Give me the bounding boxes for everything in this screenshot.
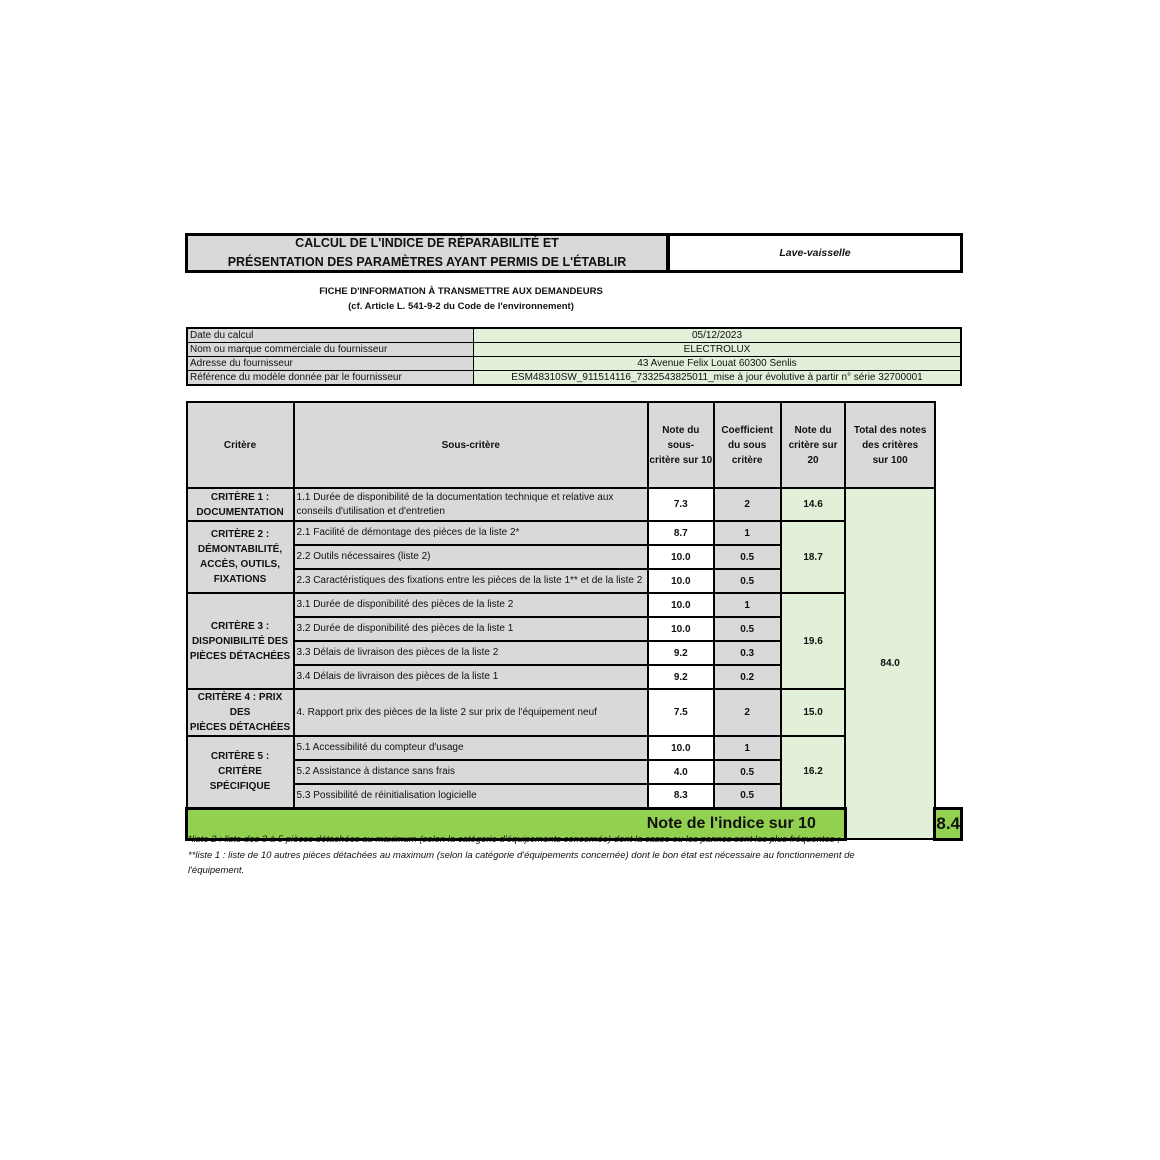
criterion-text: FIXATIONS bbox=[213, 574, 267, 585]
supplier-info-table bbox=[186, 327, 962, 386]
sub-criterion-3-2: 3.2 Durée de disponibilité des pièces de la liste 1 bbox=[294, 617, 648, 641]
header-text: critère bbox=[731, 454, 763, 466]
sub-coefficient: 0.5 bbox=[714, 760, 781, 784]
footnote-liste-1: **liste 1 : liste de 10 autres pièces détachées au maximum (selon la catégorie d'équipements concernée) dont le bon état est nécessaire au fonctionnement de bbox=[188, 849, 855, 861]
final-score-label: Note de l'indice sur 10 bbox=[187, 808, 846, 839]
header-note-sous-critere bbox=[648, 402, 714, 488]
criterion-2-label bbox=[187, 521, 294, 593]
criterion-text: CRITÈRE 4 : PRIX DES bbox=[197, 692, 283, 718]
info-value: ESM48310SW_911514116_7332543825011_mise à jour évolutive à partir n° série 32700001 bbox=[474, 371, 962, 386]
header-coefficient bbox=[714, 402, 781, 488]
criterion-text: DISPONIBILITÉ DES bbox=[191, 635, 289, 647]
criterion-text: PIÈCES DÉTACHÉES bbox=[189, 722, 291, 733]
sub-criterion-3-3: 3.3 Délais de livraison des pièces de la liste 2 bbox=[294, 641, 648, 665]
repairability-table bbox=[185, 401, 963, 841]
header-text: des critères bbox=[862, 439, 919, 451]
info-row bbox=[187, 357, 961, 371]
criterion-4-label bbox=[187, 689, 294, 736]
header-total bbox=[845, 402, 934, 488]
sub-note: 8.7 bbox=[648, 521, 714, 545]
sub-note: 10.0 bbox=[648, 593, 714, 617]
footnote-liste-2: *liste 2 : liste des 3 à 5 pièces détachées au maximum (selon la catégorie d'équipements concernée) dont la casse ou les pannes sont les plus fréquentes ; bbox=[188, 834, 840, 845]
criterion-text: CRITÈRE 1 : bbox=[210, 491, 270, 503]
sub-criterion-text: conseils d'utilisation et d'entretien bbox=[296, 505, 445, 517]
sub-note: 8.3 bbox=[648, 784, 714, 808]
header-text: Coefficient bbox=[721, 424, 773, 436]
sub-coefficient: 0.5 bbox=[714, 569, 781, 593]
table-row bbox=[187, 689, 962, 736]
title-line-2: PRÉSENTATION DES PARAMÈTRES AYANT PERMIS DE L'ÉTABLIR bbox=[227, 255, 627, 269]
info-label: Date du calcul bbox=[187, 328, 474, 343]
info-label: Référence du modèle donnée par le fournisseur bbox=[187, 371, 474, 386]
table-row bbox=[187, 593, 962, 617]
criterion-2-note: 18.7 bbox=[781, 521, 846, 593]
info-value: 05/12/2023 bbox=[474, 328, 962, 343]
header-sous-critere: Sous-critère bbox=[294, 402, 648, 488]
criterion-3-note: 19.6 bbox=[781, 593, 846, 689]
sub-coefficient: 0.5 bbox=[714, 784, 781, 808]
sub-note: 10.0 bbox=[648, 545, 714, 569]
info-row bbox=[187, 343, 961, 357]
criterion-text: SPÉCIFIQUE bbox=[209, 781, 271, 793]
document-title bbox=[185, 233, 669, 273]
sub-coefficient: 2 bbox=[714, 689, 781, 736]
table-row bbox=[187, 488, 962, 521]
sub-coefficient: 0.2 bbox=[714, 665, 781, 689]
criterion-4-note: 15.0 bbox=[781, 689, 846, 736]
footnotes bbox=[188, 832, 968, 879]
info-value: ELECTROLUX bbox=[474, 343, 962, 357]
info-label: Adresse du fournisseur bbox=[187, 357, 474, 371]
sub-coefficient: 0.5 bbox=[714, 545, 781, 569]
sub-note: 7.5 bbox=[648, 689, 714, 736]
header-text: Total des notes bbox=[853, 424, 927, 436]
sub-criterion-4: 4. Rapport prix des pièces de la liste 2 sur prix de l'équipement neuf bbox=[294, 689, 648, 736]
criterion-text: CRITÈRE 5 : CRITÈRE bbox=[210, 751, 270, 778]
sub-criterion-2-1: 2.1 Facilité de démontage des pièces de la liste 2* bbox=[294, 521, 648, 545]
table-row bbox=[187, 736, 962, 760]
sub-criterion-text: 1.1 Durée de disponibilité de la documentation technique et relative aux bbox=[296, 491, 614, 503]
fiche-subtitle bbox=[185, 284, 737, 314]
fiche-line-1: FICHE D'INFORMATION À TRANSMETTRE AUX DEMANDEURS bbox=[319, 286, 603, 297]
criterion-text: DOCUMENTATION bbox=[196, 506, 284, 518]
sub-note: 10.0 bbox=[648, 569, 714, 593]
info-row bbox=[187, 371, 961, 386]
sub-note: 9.2 bbox=[648, 641, 714, 665]
sub-criterion-2-3: 2.3 Caractéristiques des fixations entre les pièces de la liste 1** et de la liste 2 bbox=[294, 569, 648, 593]
info-value: 43 Avenue Felix Louat 60300 Senlis bbox=[474, 357, 962, 371]
title-line-1: CALCUL DE L'INDICE DE RÉPARABILITÉ ET bbox=[295, 236, 559, 250]
final-score-value: 8.4 bbox=[935, 808, 962, 839]
header-text: critère sur 10 bbox=[649, 454, 713, 466]
header-note-critere bbox=[781, 402, 846, 488]
table-row bbox=[187, 521, 962, 545]
criterion-5-note: 16.2 bbox=[781, 736, 846, 808]
sub-criterion-2-2: 2.2 Outils nécessaires (liste 2) bbox=[294, 545, 648, 569]
criterion-3-label bbox=[187, 593, 294, 689]
sub-criterion-5-3: 5.3 Possibilité de réinitialisation logicielle bbox=[294, 784, 648, 808]
criterion-text: ACCÈS, OUTILS, bbox=[200, 559, 281, 570]
info-row bbox=[187, 328, 961, 343]
criterion-text: DÉMONTABILITÉ, bbox=[197, 544, 283, 555]
criterion-5-label bbox=[187, 736, 294, 808]
sub-criterion-5-1: 5.1 Accessibilité du compteur d'usage bbox=[294, 736, 648, 760]
info-label: Nom ou marque commerciale du fournisseur bbox=[187, 343, 474, 357]
sub-coefficient: 1 bbox=[714, 521, 781, 545]
header-text: sur 100 bbox=[872, 454, 908, 466]
product-type: Lave-vaisselle bbox=[667, 233, 963, 273]
sub-note: 10.0 bbox=[648, 736, 714, 760]
sub-criterion-5-2: 5.2 Assistance à distance sans frais bbox=[294, 760, 648, 784]
footnote-liste-1-cont: l'équipement. bbox=[188, 865, 245, 876]
header-text: Note du sous- bbox=[662, 424, 700, 451]
sub-criterion-1-1 bbox=[294, 488, 648, 521]
sub-coefficient: 0.3 bbox=[714, 641, 781, 665]
table-header-row bbox=[187, 402, 962, 488]
criterion-1-note: 14.6 bbox=[781, 488, 846, 521]
sub-note: 7.3 bbox=[648, 488, 714, 521]
criterion-text: CRITÈRE 2 : bbox=[210, 529, 270, 540]
sub-coefficient: 1 bbox=[714, 736, 781, 760]
sub-coefficient: 1 bbox=[714, 593, 781, 617]
header-text: critère sur 20 bbox=[788, 439, 838, 466]
sub-note: 10.0 bbox=[648, 617, 714, 641]
criterion-text: CRITÈRE 3 : bbox=[210, 620, 270, 632]
sub-coefficient: 2 bbox=[714, 488, 781, 521]
header-text: Note du bbox=[794, 424, 832, 436]
sub-note: 4.0 bbox=[648, 760, 714, 784]
sub-note: 9.2 bbox=[648, 665, 714, 689]
criterion-1-label bbox=[187, 488, 294, 521]
sub-criterion-3-1: 3.1 Durée de disponibilité des pièces de la liste 2 bbox=[294, 593, 648, 617]
criterion-text: PIÈCES DÉTACHÉES bbox=[189, 650, 291, 662]
header-text: du sous bbox=[727, 439, 767, 451]
sub-criterion-3-4: 3.4 Délais de livraison des pièces de la liste 1 bbox=[294, 665, 648, 689]
total-100: 84.0 bbox=[845, 488, 934, 839]
fiche-line-2: (cf. Article L. 541-9-2 du Code de l'environnement) bbox=[348, 301, 574, 312]
header-critere: Critère bbox=[187, 402, 294, 488]
sub-coefficient: 0.5 bbox=[714, 617, 781, 641]
